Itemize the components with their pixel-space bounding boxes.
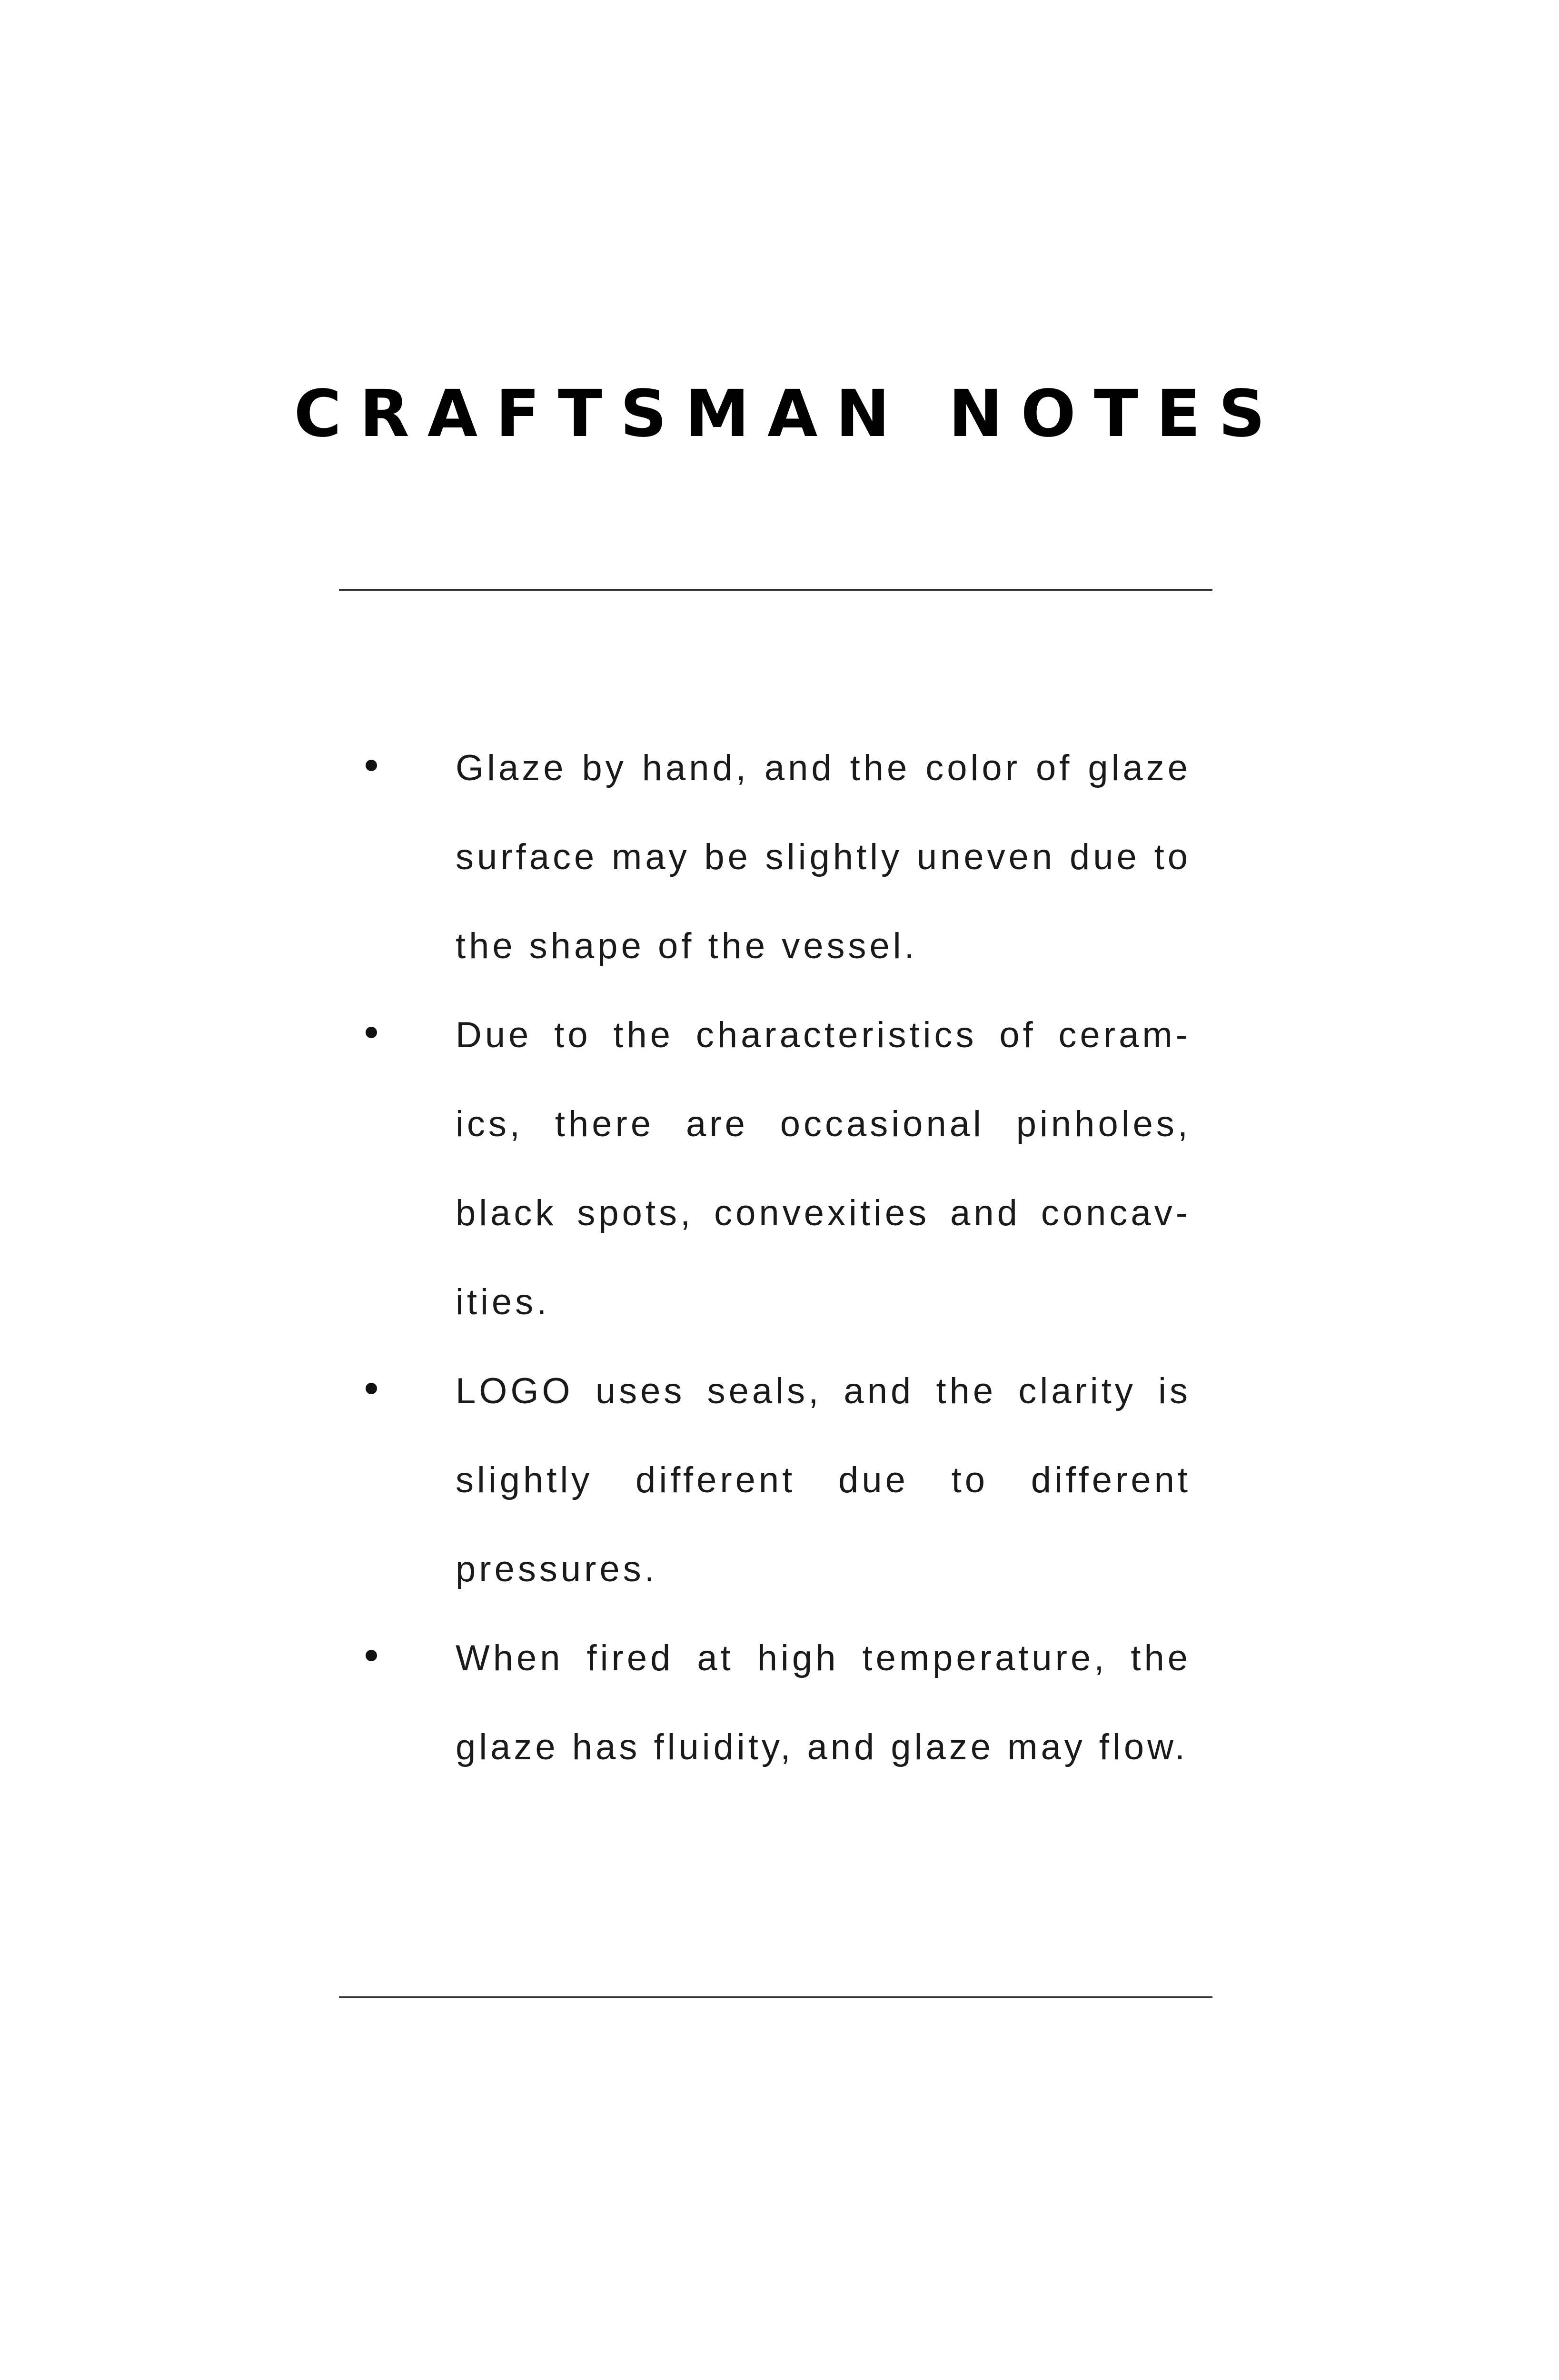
bullet-icon (366, 1027, 377, 1038)
top-divider (339, 589, 1212, 591)
list-item (339, 724, 1191, 991)
note-text: When fired at high temperature, the glaze has fluidity, and glaze may flow. (456, 1638, 1191, 1767)
note-text: Due to the characteristics of ceram-ics, there are occasional pinholes, black spots, convexities and concav-ities. (456, 1015, 1191, 1322)
bullet-icon (366, 760, 377, 771)
list-item (339, 1614, 1191, 1792)
bottom-divider (339, 1996, 1212, 1998)
bullet-icon (366, 1383, 377, 1394)
list-item (339, 1347, 1191, 1614)
craftsman-notes-list (339, 724, 1191, 1792)
note-text: Glaze by hand, and the color of glaze surface may be slightly uneven due to the shape of the vessel. (456, 748, 1191, 966)
page-title: CRAFTSMAN NOTES (294, 377, 1283, 452)
note-text: LOGO uses seals, and the clarity is slightly different due to different pressures. (456, 1371, 1191, 1589)
list-item (339, 991, 1191, 1347)
bullet-icon (366, 1650, 377, 1661)
